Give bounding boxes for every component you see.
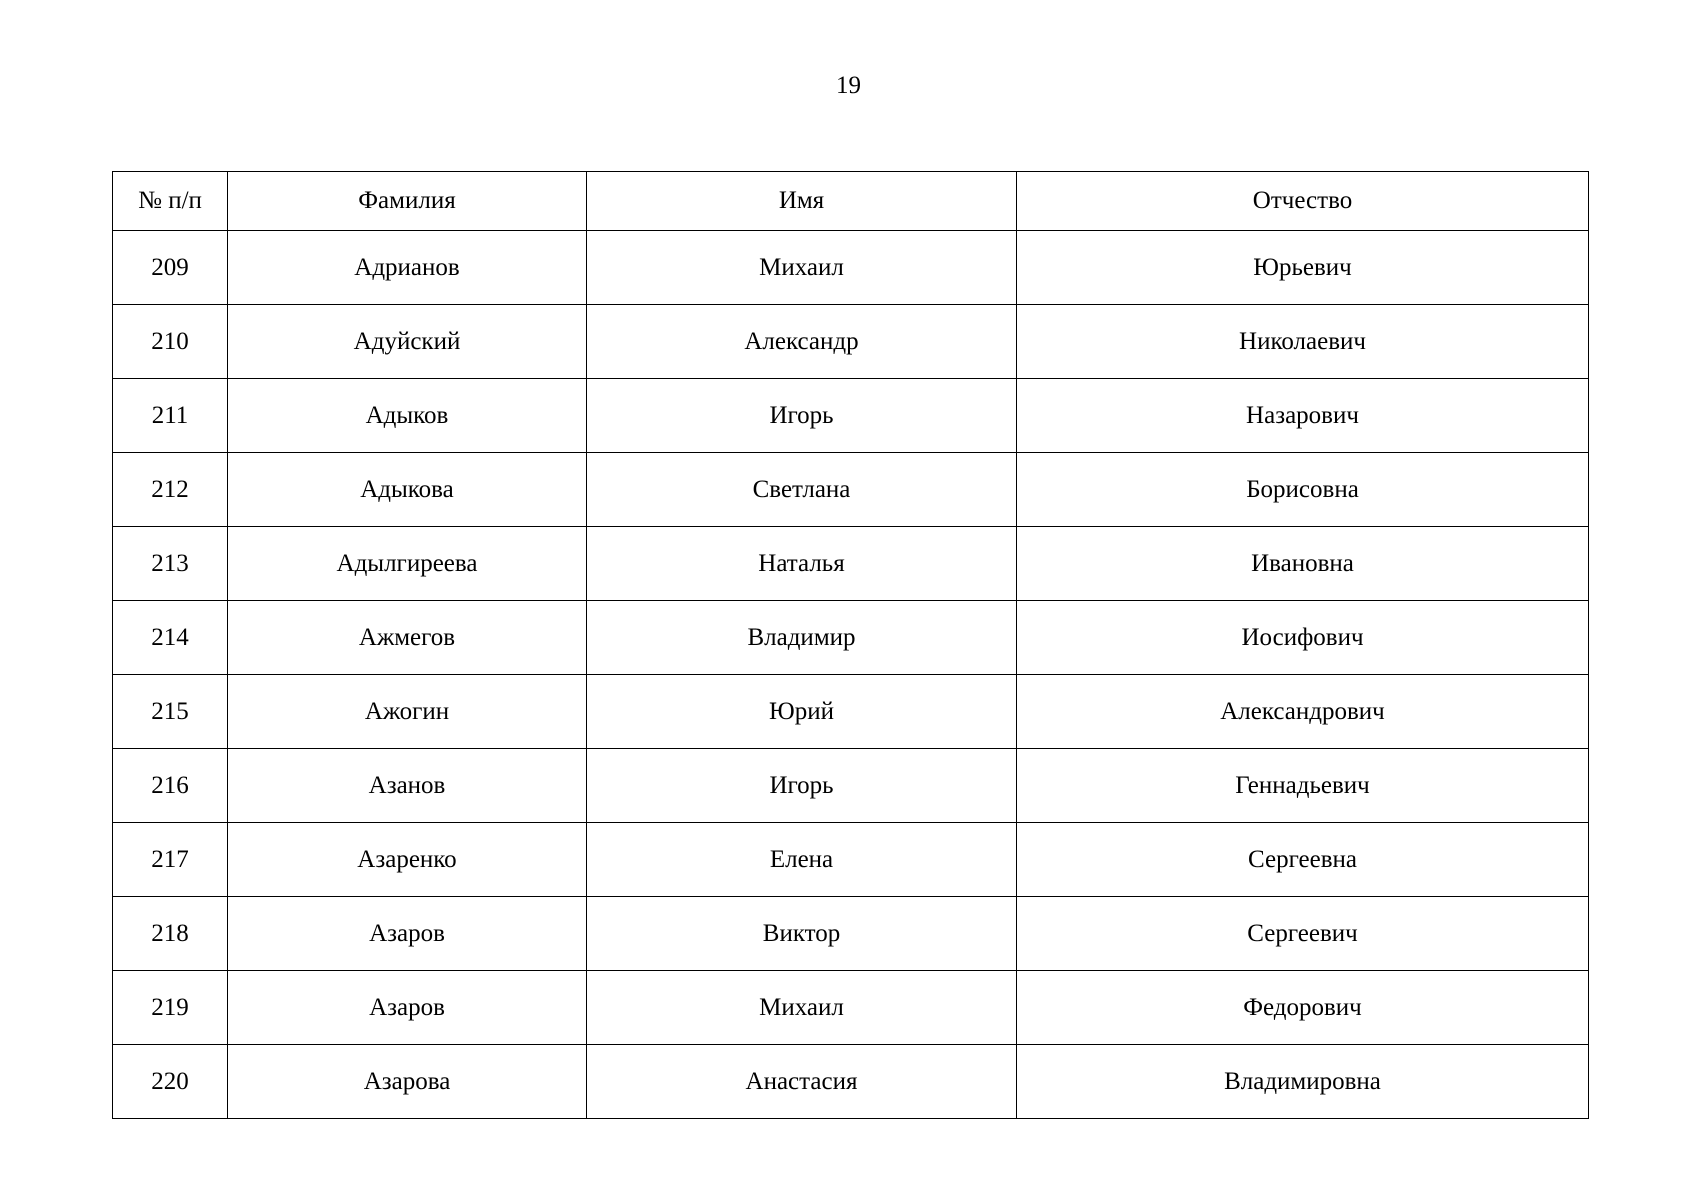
cell-number: 218: [113, 897, 228, 971]
cell-patronymic: Назарович: [1017, 379, 1589, 453]
cell-number: 210: [113, 305, 228, 379]
cell-number: 214: [113, 601, 228, 675]
cell-first-name: Игорь: [587, 749, 1017, 823]
cell-first-name: Наталья: [587, 527, 1017, 601]
table-row: [113, 527, 1589, 601]
table-row: [113, 971, 1589, 1045]
header-last-name: Фамилия: [228, 172, 587, 231]
table-row: [113, 231, 1589, 305]
table-row: [113, 1045, 1589, 1119]
header-patronymic: Отчество: [1017, 172, 1589, 231]
table-header-row: [113, 172, 1589, 231]
cell-patronymic: Николаевич: [1017, 305, 1589, 379]
cell-number: 219: [113, 971, 228, 1045]
cell-number: 212: [113, 453, 228, 527]
cell-patronymic: Иосифович: [1017, 601, 1589, 675]
cell-patronymic: Борисовна: [1017, 453, 1589, 527]
cell-last-name: Азарова: [228, 1045, 587, 1119]
cell-patronymic: Владимировна: [1017, 1045, 1589, 1119]
cell-first-name: Игорь: [587, 379, 1017, 453]
cell-last-name: Азаренко: [228, 823, 587, 897]
cell-first-name: Виктор: [587, 897, 1017, 971]
cell-first-name: Светлана: [587, 453, 1017, 527]
cell-patronymic: Юрьевич: [1017, 231, 1589, 305]
cell-number: 220: [113, 1045, 228, 1119]
cell-patronymic: Сергеевна: [1017, 823, 1589, 897]
cell-last-name: Азаров: [228, 897, 587, 971]
cell-number: 216: [113, 749, 228, 823]
cell-first-name: Михаил: [587, 231, 1017, 305]
header-number: № п/п: [113, 172, 228, 231]
cell-number: 211: [113, 379, 228, 453]
cell-last-name: Ажмегов: [228, 601, 587, 675]
cell-first-name: Анастасия: [587, 1045, 1017, 1119]
table-row: [113, 601, 1589, 675]
cell-patronymic: Федорович: [1017, 971, 1589, 1045]
cell-first-name: Юрий: [587, 675, 1017, 749]
page-number: 19: [836, 72, 861, 99]
cell-last-name: Адыков: [228, 379, 587, 453]
cell-number: 209: [113, 231, 228, 305]
names-table: [112, 171, 1589, 1119]
cell-last-name: Адрианов: [228, 231, 587, 305]
cell-first-name: Александр: [587, 305, 1017, 379]
cell-first-name: Елена: [587, 823, 1017, 897]
cell-last-name: Адуйский: [228, 305, 587, 379]
cell-number: 215: [113, 675, 228, 749]
cell-number: 217: [113, 823, 228, 897]
table-row: [113, 749, 1589, 823]
cell-first-name: Владимир: [587, 601, 1017, 675]
table-row: [113, 897, 1589, 971]
cell-last-name: Ажогин: [228, 675, 587, 749]
cell-patronymic: Сергеевич: [1017, 897, 1589, 971]
cell-patronymic: Александрович: [1017, 675, 1589, 749]
cell-last-name: Адыкова: [228, 453, 587, 527]
cell-patronymic: Геннадьевич: [1017, 749, 1589, 823]
table-row: [113, 675, 1589, 749]
cell-number: 213: [113, 527, 228, 601]
cell-last-name: Азанов: [228, 749, 587, 823]
cell-first-name: Михаил: [587, 971, 1017, 1045]
table-row: [113, 305, 1589, 379]
cell-last-name: Азаров: [228, 971, 587, 1045]
table-row: [113, 823, 1589, 897]
table-row: [113, 379, 1589, 453]
table-row: [113, 453, 1589, 527]
header-first-name: Имя: [587, 172, 1017, 231]
cell-patronymic: Ивановна: [1017, 527, 1589, 601]
cell-last-name: Адылгиреева: [228, 527, 587, 601]
